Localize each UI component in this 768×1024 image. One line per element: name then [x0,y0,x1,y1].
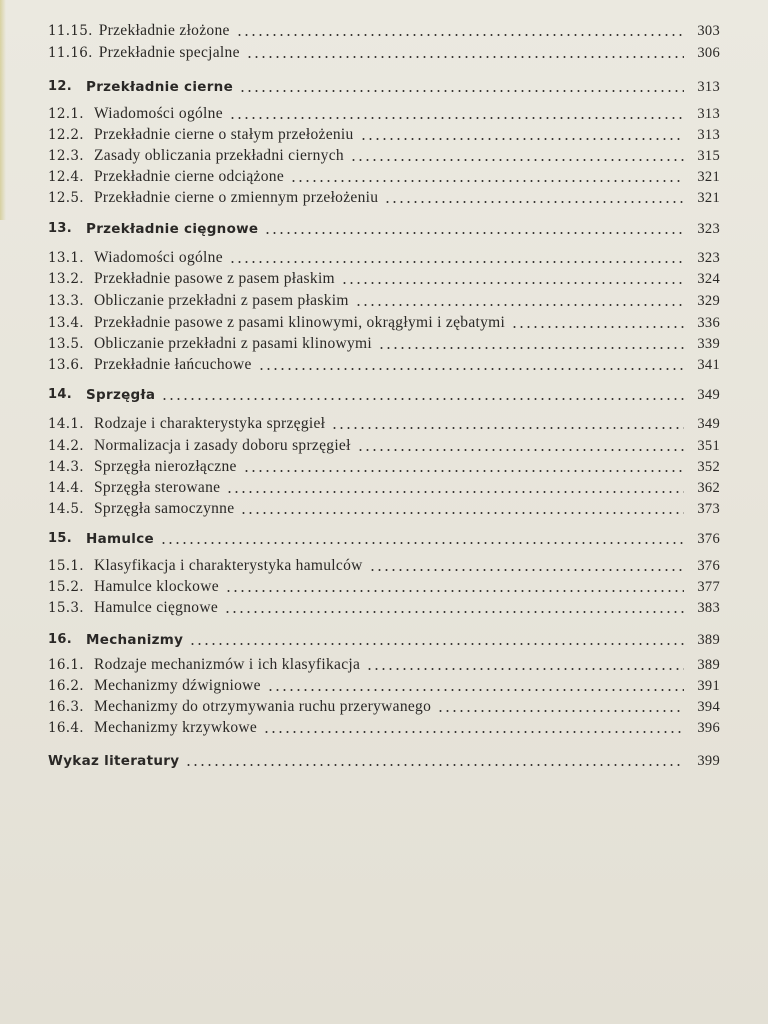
page-number: 376 [697,531,720,547]
page-number: 389 [697,657,720,673]
dot-leader [290,180,684,182]
section-number: 14.1. [48,416,84,432]
chapter-number: 15. [48,531,72,546]
dot-leader [240,512,684,514]
dot-leader [161,398,684,400]
section-title: Przekładnie pasowe z pasami klinowymi, okrągłymi i zębatymi [94,314,506,331]
chapter-title: Przekładnie cierne [86,79,234,95]
section-number: 12.1. [48,106,84,122]
page-number: 394 [697,699,720,715]
section-title: Sprzęgła samoczynne [94,500,235,517]
toc-entry [48,454,720,476]
toc-entry [48,411,720,433]
section-title: Mechanizmy dźwigniowe [94,677,261,694]
section-number: 14.2. [48,438,84,454]
page-number: 376 [697,558,720,574]
page-number: 399 [697,753,720,769]
page-number: 389 [697,632,720,648]
section-number: 13.2. [48,271,84,287]
section-title: Mechanizmy do otrzymywania ruchu przerywanego [94,698,432,715]
toc-entry [48,310,720,332]
section-title: Hamulce klockowe [94,578,219,595]
page-number: 321 [697,190,720,206]
toc-entry [48,18,720,40]
dot-leader [369,569,684,571]
toc-entry [48,652,720,674]
section-number: 11.15. [48,23,93,39]
toc-entry [48,40,720,62]
chapter-title: Sprzęgła [86,387,156,403]
section-title: Przekładnie cierne odciążone [94,168,284,185]
chapter-number: 14. [48,387,72,402]
section-title: Sprzęgła sterowane [94,479,221,496]
toc-bibliography [48,748,720,770]
page-number: 323 [697,221,720,237]
toc-entry [48,694,720,716]
dot-leader [236,34,684,36]
toc-entry [48,101,720,123]
dot-leader [355,304,684,306]
toc-chapter [48,216,720,238]
chapter-number: 16. [48,632,72,647]
toc-entry [48,331,720,353]
section-number: 15.2. [48,579,84,595]
page-number: 391 [697,678,720,694]
page-number: 362 [697,480,720,496]
dot-leader [378,347,684,349]
section-title: Przekładnie specjalne [98,44,240,61]
chapter-title: Mechanizmy [86,632,184,648]
dot-leader [160,542,684,544]
toc-chapter [48,74,720,96]
section-title: Przekładnie pasowe z pasem płaskim [94,270,335,287]
page-number: 352 [697,459,720,475]
toc-chapter [48,382,720,404]
page-number: 315 [697,148,720,164]
section-number: 14.4. [48,480,84,496]
dot-leader [357,449,684,451]
page-number: 313 [697,106,720,122]
toc-entry [48,143,720,165]
toc-entry [48,122,720,144]
toc-chapter [48,526,720,548]
section-number: 16.2. [48,678,84,694]
section-title: Sprzęgła nierozłączne [94,458,237,475]
section-number: 13.3. [48,293,84,309]
dot-leader [384,201,684,203]
dot-leader [366,668,684,670]
section-title: Obliczanie przekładni z pasem płaskim [94,292,349,309]
section-number: 16.3. [48,699,84,715]
chapter-title: Przekładnie cięgnowe [86,221,259,237]
dot-leader [331,427,684,429]
section-number: 13.1. [48,250,84,266]
dot-leader [350,159,684,161]
page-number: 341 [697,357,720,373]
chapter-number: 13. [48,221,72,236]
section-title: Przekładnie złożone [98,22,230,39]
page-number: 323 [697,250,720,266]
page-number: 313 [697,79,720,95]
section-title: Hamulce cięgnowe [94,599,219,616]
dot-leader [189,643,684,645]
dot-leader [224,611,684,613]
dot-leader [239,90,684,92]
section-title: Wiadomości ogólne [94,249,223,266]
chapter-number: 12. [48,79,72,94]
dot-leader [225,590,684,592]
section-number: 13.4. [48,315,84,331]
toc-entry [48,266,720,288]
toc-entry [48,185,720,207]
page-number: 329 [697,293,720,309]
dot-leader [258,368,684,370]
section-number: 14.3. [48,459,84,475]
section-number: 16.1. [48,657,84,673]
dot-leader [341,282,684,284]
section-number: 15.1. [48,558,84,574]
dot-leader [246,56,684,58]
toc-entry [48,475,720,497]
section-title: Przekładnie łańcuchowe [94,356,252,373]
page-number: 373 [697,501,720,517]
section-title: Rodzaje mechanizmów i ich klasyfikacja [94,656,361,673]
dot-leader [226,491,684,493]
toc-entry [48,574,720,596]
section-title: Przekładnie cierne o stałym przełożeniu [94,126,354,143]
section-number: 13.6. [48,357,84,373]
page-number: 349 [697,387,720,403]
section-title: Obliczanie przekładni z pasami klinowymi [94,335,372,352]
bibliography-title: Wykaz literatury [48,753,180,769]
dot-leader [229,117,684,119]
dot-leader [437,710,684,712]
page-number: 336 [697,315,720,331]
toc-entry [48,715,720,737]
page-number: 313 [697,127,720,143]
dot-leader [264,232,684,234]
toc-entry [48,496,720,518]
dot-leader [243,470,684,472]
toc-entry [48,352,720,374]
page-number: 339 [697,336,720,352]
section-number: 12.5. [48,190,84,206]
dot-leader [267,689,684,691]
section-title: Wiadomości ogólne [94,105,223,122]
page-number: 324 [697,271,720,287]
dot-leader [229,261,684,263]
section-title: Przekładnie cierne o zmiennym przełożeniu [94,189,379,206]
section-title: Zasady obliczania przekładni ciernych [94,147,344,164]
toc-entry [48,433,720,455]
section-number: 14.5. [48,501,84,517]
toc-entry [48,164,720,186]
page-number: 351 [697,438,720,454]
toc-entry [48,288,720,310]
page-number: 321 [697,169,720,185]
page-number: 396 [697,720,720,736]
dot-leader [263,731,684,733]
section-number: 12.4. [48,169,84,185]
section-title: Klasyfikacja i charakterystyka hamulców [94,557,363,574]
toc-entry [48,595,720,617]
section-title: Rodzaje i charakterystyka sprzęgieł [94,415,326,432]
page-number: 377 [697,579,720,595]
section-number: 13.5. [48,336,84,352]
dot-leader [511,326,684,328]
page-number: 303 [697,23,720,39]
dot-leader [185,764,684,766]
page-number: 306 [697,45,720,61]
section-number: 16.4. [48,720,84,736]
page-number: 349 [697,416,720,432]
page-number: 383 [697,600,720,616]
section-title: Normalizacja i zasady doboru sprzęgieł [94,437,351,454]
section-number: 12.2. [48,127,84,143]
dot-leader [360,138,684,140]
toc-entry [48,553,720,575]
section-number: 12.3. [48,148,84,164]
section-number: 11.16. [48,45,93,61]
toc-chapter [48,627,720,649]
chapter-title: Hamulce [86,531,154,547]
toc-entry [48,245,720,267]
section-title: Mechanizmy krzywkowe [94,719,258,736]
section-number: 15.3. [48,600,84,616]
toc-entry [48,673,720,695]
